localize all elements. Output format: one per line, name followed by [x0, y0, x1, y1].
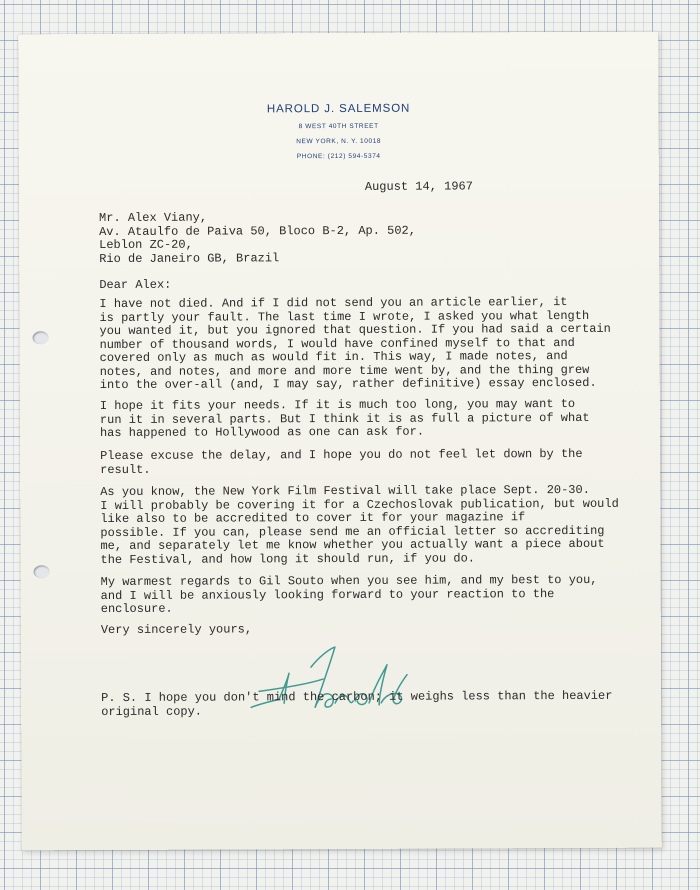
closing: Very sincerely yours, — [100, 622, 253, 638]
letter-date: August 14, 1967 — [364, 179, 473, 194]
letterhead-name: HAROLD J. SALEMSON — [266, 102, 411, 116]
body-paragraph: I hope it fits your needs. If it is much too long, you may want to run it in several parts. But I think it is as full a picture of what has happened to Hollywood as one can ask for. — [99, 396, 590, 441]
address-line: Leblon ZC-20, — [99, 237, 193, 253]
body-paragraph: I have not died. And if I did not send you an article earlier, it is partly your fault. The last time I wrote, I asked you what length you wanted it, but you ignored that question. If you had said a certain number of thousand words, I would have confined myself to that and covered only as much as would fit in. This way, I made notes, and notes, and notes, and more and more time went by, and the thing grew into the over-all (and, I may say, rather definitive) essay enclosed. — [99, 295, 611, 393]
postscript: P. S. I hope you don't mind the carbon; it weighs less than the heavier original copy. — [101, 688, 613, 719]
address-line: Rio de Janeiro GB, Brazil — [99, 250, 280, 266]
punch-hole-upper — [33, 331, 49, 344]
letterhead-street: 8 WEST 40TH STREET — [298, 122, 379, 131]
letterhead-city: NEW YORK, N. Y. 10018 — [296, 137, 382, 146]
body-paragraph: Please excuse the delay, and I hope you do not feel let down by the result. — [100, 446, 583, 477]
letter-sheet — [18, 32, 662, 851]
address-line: Mr. Alex Viany, — [98, 210, 208, 226]
address-line: Av. Ataulfo de Paiva 50, Bloco B-2, Ap. 502, — [99, 223, 416, 239]
body-paragraph: My warmest regards to Gil Souto when you see him, and my best to you, and I will be anxiously looking forward to your reaction to the enclosure. — [100, 572, 598, 617]
body-paragraph: As you know, the New York Film Festival will take place Sept. 20-30. I will probably be covering it for a Czechoslovak publication, but would like also to be accredited to cover it for your magazine if possible. If you can, please send me an official letter so accrediting me, and separately let me know whether you actually want a piece about the Festival, and how long it should run, if you do. — [100, 482, 619, 567]
punch-hole-lower — [34, 565, 50, 578]
letterhead-phone: PHONE: (212) 594-5374 — [296, 152, 381, 161]
salutation: Dear Alex: — [99, 277, 172, 293]
